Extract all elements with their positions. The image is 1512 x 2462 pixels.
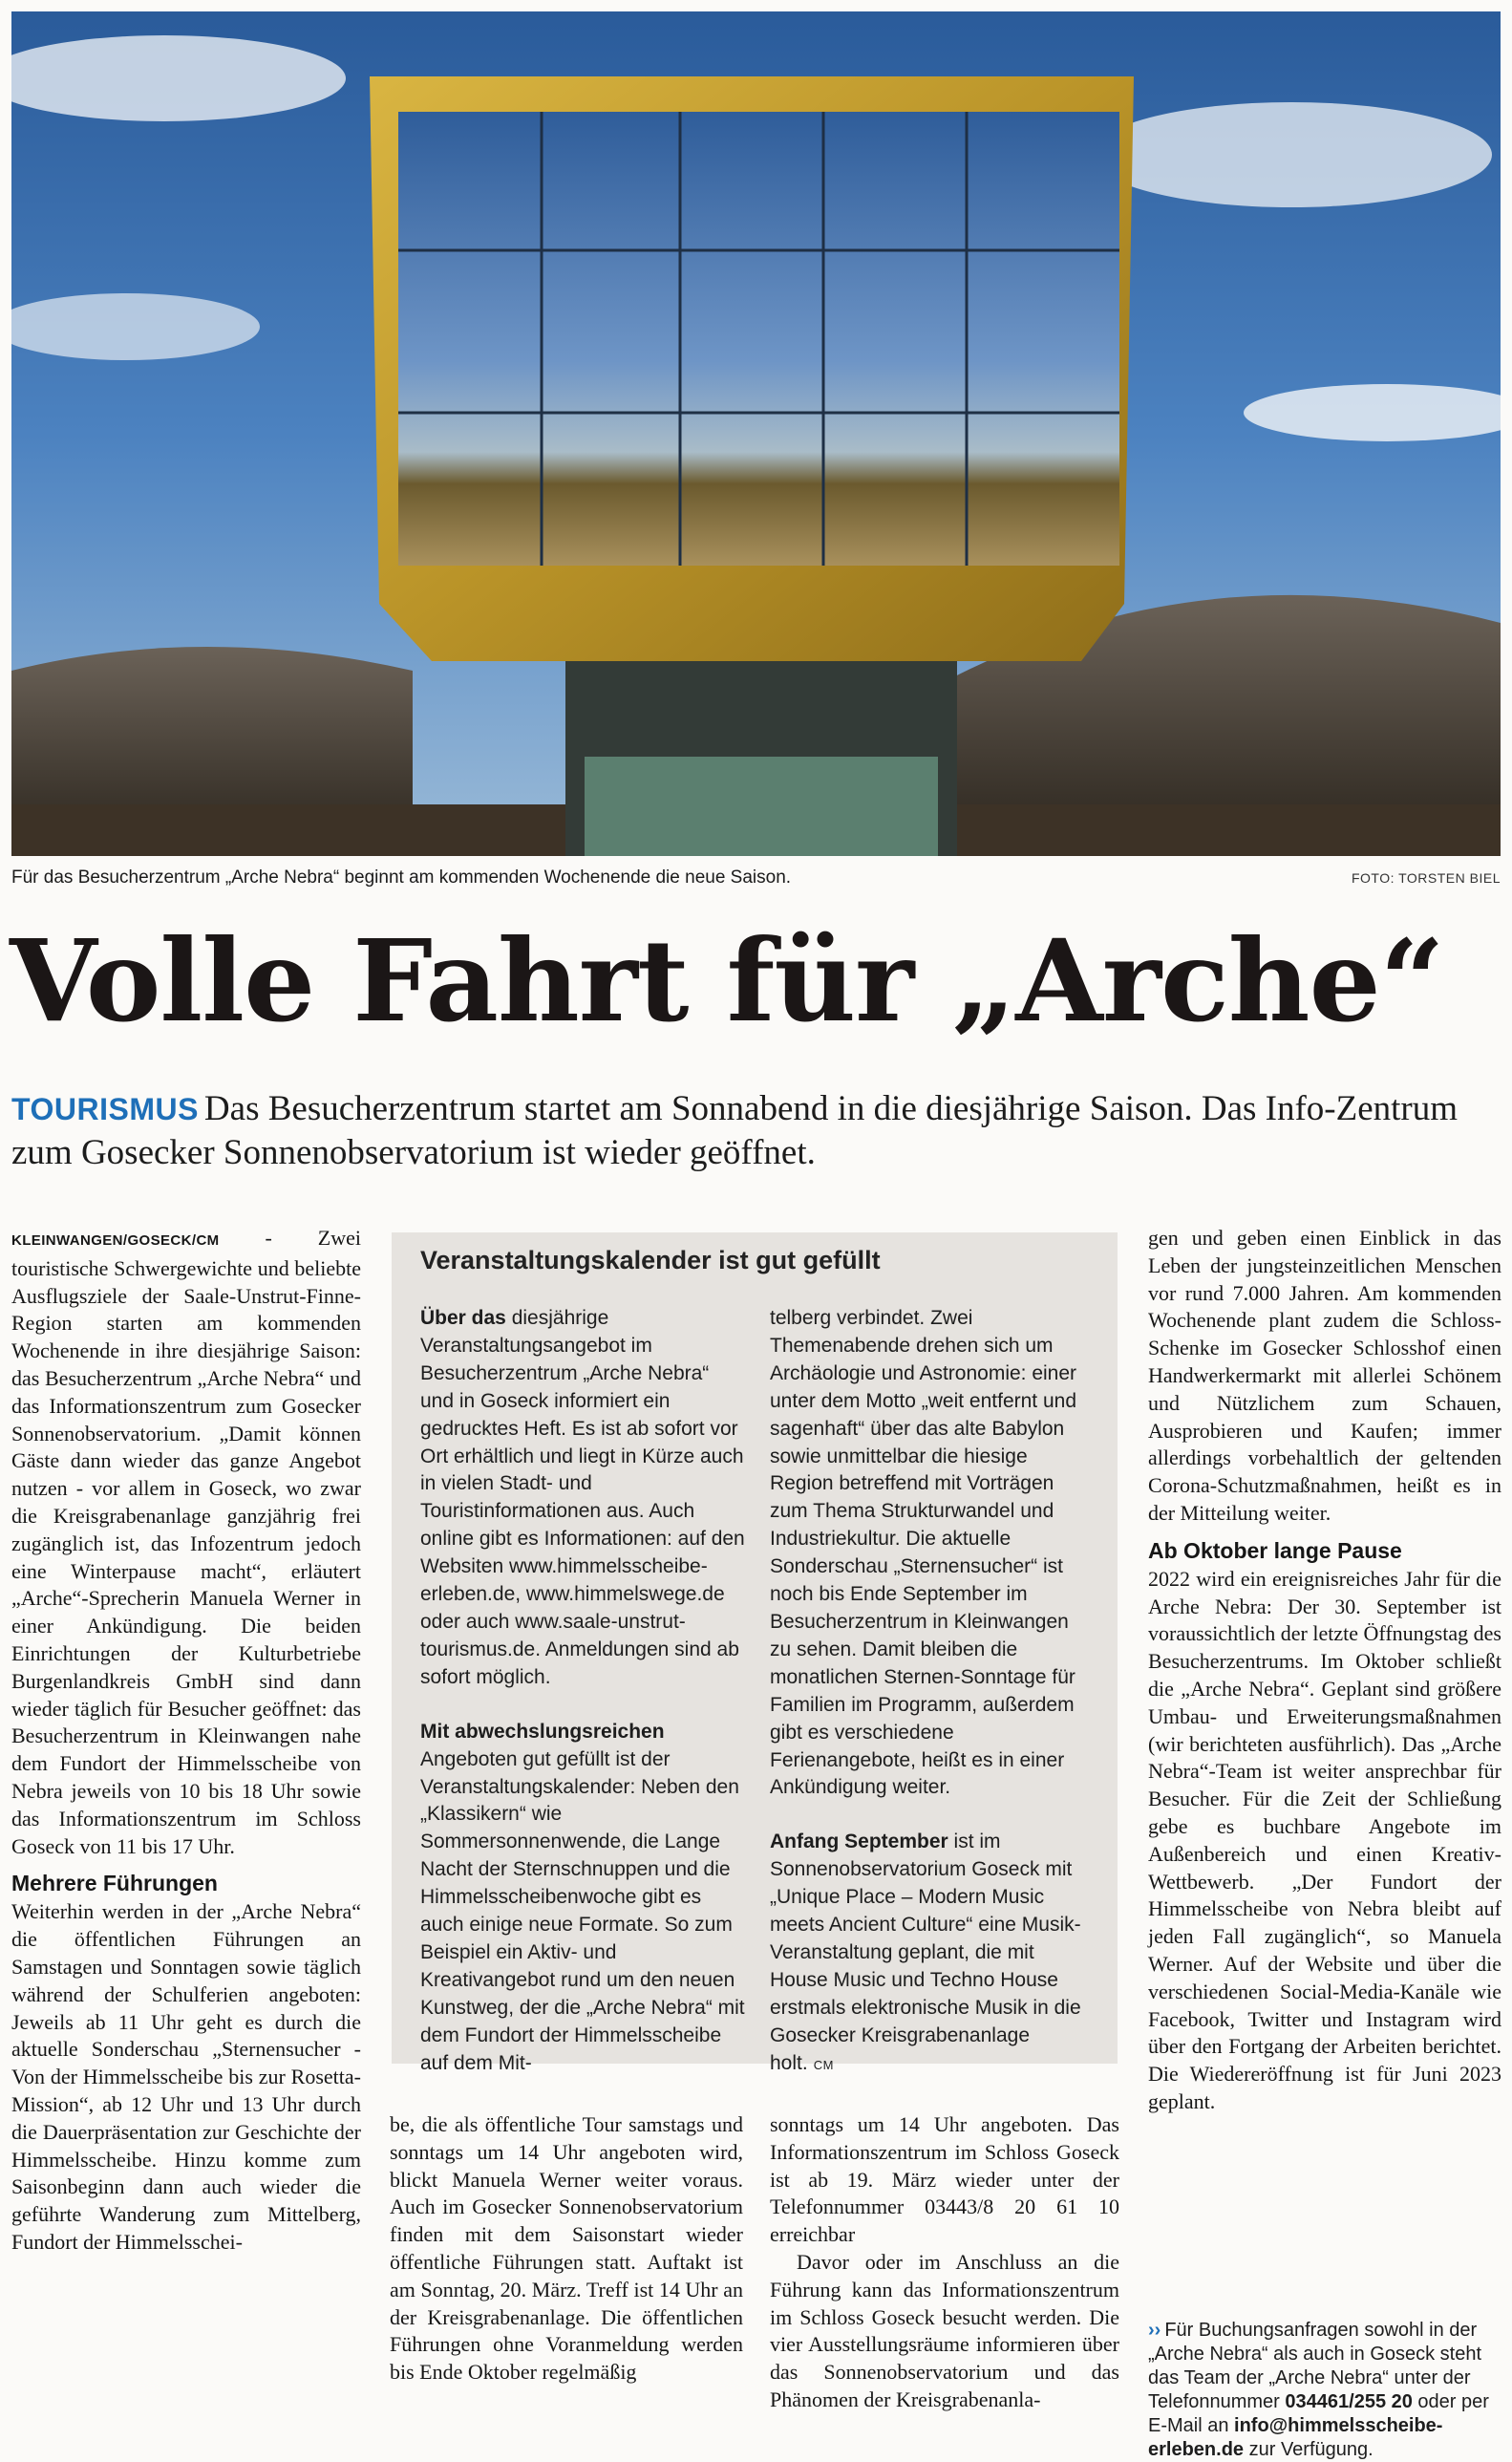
column-4 (1148, 1225, 1501, 2116)
col1-paragraph-2: Weiterhin werden in der „Arche Nebra“ die öffentlichen Führungen an Samstagen und Sonntagen sowie täglich während der Schulferien angeboten: Jeweils ab 11 Uhr geht es durch die aktuelle Sonderschau „Sternensucher - Von der Himmelsscheibe bis zur Rosetta-Mission“, ab 12 Uhr und 13 Uhr durch die Dauerpräsentation zur Geschichte der Himmelsscheibe. Hinzu komme zum Saisonbeginn dann auch wieder die geführte Wanderung zum Mittelberg, Fundort der Himmelsschei- (11, 1899, 361, 2254)
box-lead-a: Über das (420, 1307, 506, 1329)
dateline: KLEINWANGEN/GOSECK/CM (11, 1232, 220, 1249)
box-title: Veranstaltungskalender ist gut gefüllt (420, 1246, 881, 1274)
box-text-d: ist im Sonnenobservatorium Goseck mit „Unique Place – Modern Music meets Ancient Culture“ eine Musik-Veranstaltung geplant, die mit House Music und Techno House erstmals elektronische Musik in die Gosecker Kreisgrabenanlage holt. (770, 1830, 1081, 2074)
subhead-pause: Ab Oktober lange Pause (1148, 1537, 1402, 1563)
kicker: TOURISMUS (11, 1092, 199, 1126)
box-signature: CM (813, 2057, 834, 2072)
info-phone: 034461/255 20 (1285, 2391, 1413, 2412)
info-text-1: Für Buchungsanfragen sowohl in der „Arche Nebra“ als auch in Goseck steht das Team der „Arche Nebra“ unter der Telefonnummer (1148, 2320, 1482, 2412)
col2-paragraph-1: be, die als öffentliche Tour samstags und sonntags um 14 Uhr angeboten wird, blickt Manuela Werner weiter voraus. Auch im Gosecker Sonnenobservatorium finden mit dem Saisonstart wieder öffentliche Führungen statt. Auftakt ist am Sonntag, 20. März. Treff ist 14 Uhr an der Kreisgrabenanlage. Die öffentlichen Führungen ohne Voranmeldung werden bis Ende Oktober regelmäßig (390, 2112, 743, 2385)
article-photo (11, 11, 1501, 856)
col1-paragraph-1: - Zwei touristische Schwergewichte und beliebte Ausflugsziele der Saale-Unstrut-Finne-Region starten am kommenden Wochenende in ihre diesjährige Saison: das Besucherzentrum „Arche Nebra“ und das Informationszentrum zum Gosecker Sonnenobservatorium. „Damit können Gäste dann wieder das ganze Angebot nutzen - vor allem in Goseck, wo zwar die Kreisgrabenanlage ganzjährig frei zugänglich ist, das Infozentrum jedoch eine Winterpause macht“, erläutert „Arche“-Sprecherin Manuela Werner in einer Ankündigung. Die beiden Einrichtungen der Kulturbetriebe Burgenlandkreis GmbH sind dann wieder täglich für Besucher geöffnet: das Besucherzentrum in Kleinwangen nahe dem Fundort der Himmelsscheibe von Nebra jeweils von 10 bis 18 Uhr sowie das Informationszentrum im Schloss Goseck von 11 bis 17 Uhr. (11, 1226, 361, 1858)
box-column-1 (420, 1305, 745, 2104)
info-text-2: oder per E-Mail an (1148, 2391, 1489, 2436)
arrow-icon: ›› (1148, 2320, 1161, 2341)
box-column-2 (770, 1305, 1095, 2106)
photo-caption: Für das Besucherzentrum „Arche Nebra“ beginnt am kommenden Wochenende die neue Saison. (11, 867, 792, 888)
photo-credit: FOTO: TORSTEN BIEL (1351, 870, 1501, 886)
subhead-fuehrungen: Mehrere Führungen (11, 1871, 218, 1896)
box-text-a: diesjährige Veranstaltungsangebot im Besucherzentrum „Arche Nebra“ und in Goseck informiert ein gedrucktes Heft. Es ist ab sofort vor Ort erhältlich und liegt in Kürze auch in vielen Stadt- und Touristinformationen aus. Auch online gibt es Informationen: auf den Websiten www.himmelsscheibe-erleben.de, www.himmelswege.de oder auch www.saale-unstrut-tourismus.de. Anmeldungen sind ab sofort möglich. (420, 1307, 745, 1688)
booking-info (1148, 2319, 1503, 2462)
lead-paragraph (11, 1225, 361, 1860)
column-1 (11, 1225, 361, 2257)
deck (11, 1087, 1501, 1175)
box-paragraph-c: telberg verbindet. Zwei Themenabende drehen sich um Archäologie und Astronomie: einer unter dem Motto „weit entfernt und sagenhaft“ über das alte Babylon sowie unmittelbar die hiesige Region betreffend mit Vorträgen zum Thema Strukturwandel und Industriekultur. Die aktuelle Sonderschau „Sternensucher“ ist noch bis Ende September im Besucherzentrum in Kleinwangen zu sehen. Damit bleiben die monatlichen Sternen-Sonntage für Familien im Programm, außerdem gibt es verschiedene Ferienangebote, heißt es in einer Ankündigung weiter. (770, 1307, 1077, 1799)
col3-paragraph-2: Davor oder im Anschluss an die Führung kann das Informationszentrum im Schloss Goseck besucht werden. Die vier Ausstellungsräume informieren über das Sonnenobservatorium und das Phänomen der Kreisgrabenanla- (770, 2249, 1119, 2411)
box-paragraph-a (420, 1305, 745, 1692)
box-lead-d: Anfang September (770, 1830, 948, 1853)
col3-paragraph-1: sonntags um 14 Uhr angeboten. Das Informationszentrum im Schloss Goseck ist ab 19. März wieder unter der Telefonnummer 03443/8 20 61 10 erreichbar (770, 2112, 1119, 2247)
col4-paragraph-1: gen und geben einen Einblick in das Leben der jungsteinzeitlichen Menschen vor rund 7.000 Jahren. Am kommenden Wochenende plant zudem die Schloss-Schenke im Gosecker Schlosshof einen Handwerkermarkt mit allerlei Schönem und Nützlichem zum Schauen, Ausprobieren und Kaufen; immer allerdings vorbehaltlich der geltenden Corona-Schutzmaßnahmen, heißt es in der Mitteilung weiter. (1148, 1226, 1501, 1525)
column-3 (770, 2111, 1119, 2414)
info-email: info@himmelsscheibe-erleben.de (1148, 2415, 1443, 2460)
column-2 (390, 2111, 743, 2387)
headline: Volle Fahrt für „Arche“ (10, 914, 1444, 1047)
info-text-3: zur Verfügung. (1244, 2439, 1374, 2460)
col4-paragraph-2: 2022 wird ein ereignisreiches Jahr für die Arche Nebra: Der 30. September ist voraussichtlich der letzte Öffnungstag des Besucherzentrums. Im Oktober schließt die „Arche Nebra“. Geplant sind größere Umbau- und Erweiterungsmaßnahmen (wir berichteten ausführlich). Das „Arche Nebra“-Team ist weiter ansprechbar für Besucher. Für die Zeit der Schließung gebe es buchbare Angebote im Außenbereich und einen Kreativ-Wettbewerb. „Der Fundort der Himmelsscheibe von Nebra bleibt auf jeden Fall zugänglich“, so Manuela Werner. Auf der Website und über die verschiedenen Social-Media-Kanäle wie Facebook, Twitter und Instagram wird über den Fortgang der Arbeiten berichtet. Die Wiedereröffnung ist für Juni 2023 geplant. (1148, 1566, 1501, 2113)
box-paragraph-b (420, 1719, 745, 2078)
photo-caption-bar (11, 867, 1501, 892)
box-lead-b: Mit abwechslungsreichen (420, 1720, 665, 1743)
box-text-b: Angeboten gut gefüllt ist der Veranstaltungskalender: Neben den „Klassikern“ wie Sommersonnenwende, die Lange Nacht der Sternschnuppen und die Himmelsscheibenwoche gibt es auch einige neue Formate. So zum Beispiel ein Aktiv- und Kreativangebot rund um den neuen Kunstweg, der die „Arche Nebra“ mit dem Fundort der Himmelsscheibe auf dem Mit- (420, 1747, 745, 2074)
deck-text: Das Besucherzentrum startet am Sonnabend in die diesjährige Saison. Das Info-Zentrum zum Gosecker Sonnenobservatorium ist wieder geöffnet. (11, 1089, 1459, 1172)
box-paragraph-d (770, 1829, 1095, 2079)
